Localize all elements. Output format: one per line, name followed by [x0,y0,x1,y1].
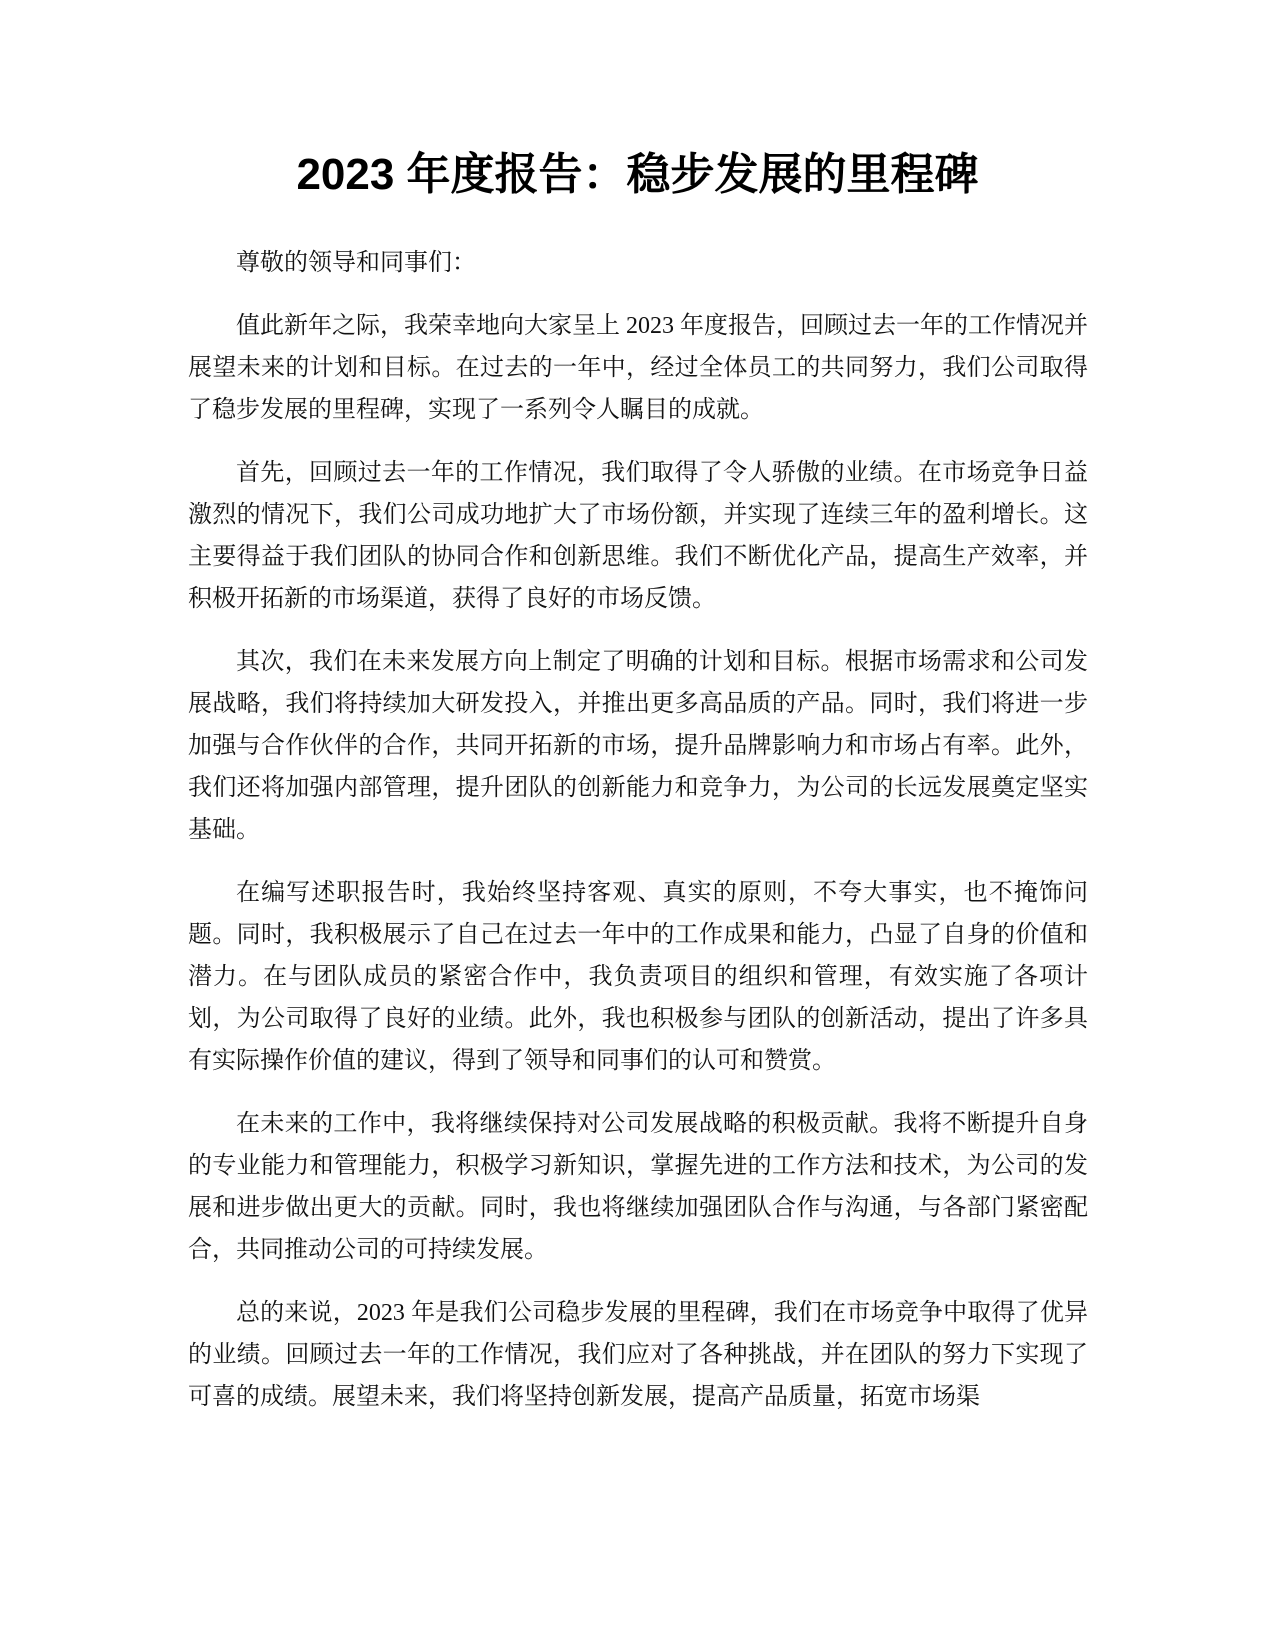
document-body [188,242,1088,1439]
body-paragraph: 值此新年之际，我荣幸地向大家呈上 2023 年度报告，回顾过去一年的工作情况并展望未来的计划和目标。在过去的一年中，经过全体员工的共同努力，我们公司取得了稳步发展的里程碑，实现了一系列令人瞩目的成就。 [188,313,1088,423]
body-paragraph: 其次，我们在未来发展方向上制定了明确的计划和目标。根据市场需求和公司发展战略，我们将持续加大研发投入，并推出更多高品质的产品。同时，我们将进一步加强与合作伙伴的合作，共同开拓新的市场，提升品牌影响力和市场占有率。此外，我们还将加强内部管理，提升团队的创新能力和竞争力，为公司的长远发展奠定坚实基础。 [188,649,1088,843]
body-paragraph: 总的来说，2023 年是我们公司稳步发展的里程碑，我们在市场竞争中取得了优异的业绩。回顾过去一年的工作情况，我们应对了各种挑战，并在团队的努力下实现了可喜的成绩。展望未来，我们将坚持创新发展，提高产品质量，拓宽市场渠 [188,1300,1088,1410]
salutation-paragraph: 尊敬的领导和同事们： [236,250,476,276]
document-title: 2023 年度报告：稳步发展的里程碑 [296,150,979,199]
body-paragraph: 首先，回顾过去一年的工作情况，我们取得了令人骄傲的业绩。在市场竞争日益激烈的情况下，我们公司成功地扩大了市场份额，并实现了连续三年的盈利增长。这主要得益于我们团队的协同合作和创新思维。我们不断优化产品，提高生产效率，并积极开拓新的市场渠道，获得了良好的市场反馈。 [188,460,1088,612]
body-paragraph: 在未来的工作中，我将继续保持对公司发展战略的积极贡献。我将不断提升自身的专业能力和管理能力，积极学习新知识，掌握先进的工作方法和技术，为公司的发展和进步做出更大的贡献。同时，我也将继续加强团队合作与沟通，与各部门紧密配合，共同推动公司的可持续发展。 [188,1111,1088,1263]
body-paragraph: 在编写述职报告时，我始终坚持客观、真实的原则，不夸大事实，也不掩饰问题。同时，我积极展示了自己在过去一年中的工作成果和能力，凸显了自身的价值和潜力。在与团队成员的紧密合作中，我负责项目的组织和管理，有效实施了各项计划，为公司取得了良好的业绩。此外，我也积极参与团队的创新活动，提出了许多具有实际操作价值的建议，得到了领导和同事们的认可和赞赏。 [188,880,1088,1074]
